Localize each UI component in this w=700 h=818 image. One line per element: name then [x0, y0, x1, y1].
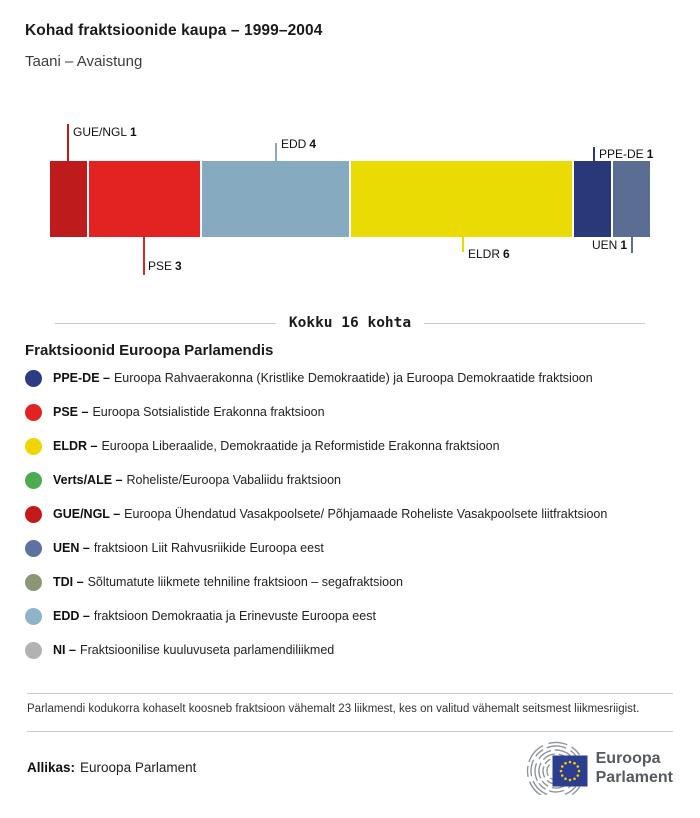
legend-item-tdi: [0, 565, 700, 599]
legend-desc-edd: fraktsioon Demokraatia ja Erinevuste Euroopa eest: [93, 609, 376, 623]
bar-label-uen: [592, 238, 627, 253]
legend-item-ppe-de: [0, 361, 700, 395]
legend-dot-pse: [25, 404, 42, 421]
bar-segment-gue-ngl: [50, 161, 87, 237]
legend-dot-verts-ale: [25, 472, 42, 489]
legend-desc-ni: Fraktsioonilise kuuluvuseta parlamendiliikmed: [79, 643, 335, 657]
legend-item-ni: [0, 633, 700, 667]
bar-segment-edd: [202, 161, 350, 237]
bar-label-pse: [148, 259, 182, 274]
bar-label-gue-ngl-value: 1: [130, 125, 137, 139]
legend-code-eldr: ELDR –: [53, 439, 98, 453]
bar-label-ppe-de: [599, 147, 653, 162]
logo-line1: Euroopa: [595, 749, 661, 767]
total-rule-right: [424, 323, 645, 324]
legend-desc-eldr: Euroopa Liberaalide, Demokraatide ja Reformistide Erakonna fraktsioon: [101, 439, 500, 453]
legend-dot-tdi: [25, 574, 42, 591]
footnote: Parlamendi kodukorra kohaselt koosneb fraktsioon vähemalt 23 liikmest, kes on valitud vähemalt seitsmest liikmesriigist.: [27, 703, 640, 715]
bar-label-ppe-de-name: PPE-DE: [599, 147, 644, 161]
legend-desc-gue-ngl: Euroopa Ühendatud Vasakpoolsete/ Põhjamaade Roheliste Vasakpoolsete liitfraktsioon: [124, 507, 608, 521]
bar-segment-pse: [89, 161, 200, 237]
legend-desc-verts-ale: Roheliste/Euroopa Vabaliidu fraktsioon: [126, 473, 341, 487]
bar-label-edd-name: EDD: [281, 137, 307, 151]
legend-code-verts-ale: Verts/ALE –: [53, 473, 123, 487]
bar-label-pse-name: PSE: [148, 259, 173, 273]
legend-item-pse: [0, 395, 700, 429]
legend-dot-eldr: [25, 438, 42, 455]
bar-segment-eldr: [351, 161, 572, 237]
leader-line-ppe-de: [593, 147, 595, 161]
logo-wordmark: [596, 749, 673, 787]
legend-title: Fraktsioonid Euroopa Parlamendis: [25, 342, 274, 359]
leader-line-eldr: [462, 237, 464, 252]
leader-line-edd: [275, 143, 277, 161]
total-rule-left: [55, 323, 276, 324]
legend-dot-gue-ngl: [25, 506, 42, 523]
seats-bar: [50, 161, 650, 237]
source-value: Euroopa Parlament: [80, 760, 197, 776]
legend-dot-ni: [25, 642, 42, 659]
legend-code-uen: UEN –: [53, 541, 90, 555]
parliament-hemicycle-icon: [514, 741, 592, 795]
leader-line-uen: [631, 237, 633, 253]
bar-segment-ppe-de: [574, 161, 611, 237]
page-subtitle: Taani – Avaistung: [25, 53, 143, 70]
legend-desc-pse: Euroopa Sotsialistide Erakonna fraktsioon: [92, 405, 325, 419]
total-seats-row: [55, 313, 645, 333]
bar-label-eldr: [468, 247, 510, 262]
legend-dot-uen: [25, 540, 42, 557]
legend-desc-tdi: Sõltumatute liikmete tehniline fraktsioon – segafraktsioon: [87, 575, 404, 589]
bar-label-pse-value: 3: [175, 259, 182, 273]
seats-chart: [0, 113, 700, 293]
legend-code-ni: NI –: [53, 643, 76, 657]
bar-label-ppe-de-value: 1: [646, 147, 654, 161]
bar-label-eldr-value: 6: [503, 247, 510, 261]
legend-desc-uen: fraktsioon Liit Rahvusriikide Euroopa eest: [93, 541, 324, 555]
source-label: Allikas:: [27, 760, 76, 776]
bar-label-gue-ngl: [73, 125, 137, 140]
bar-label-uen-name: UEN: [591, 238, 618, 252]
legend-dot-edd: [25, 608, 42, 625]
bar-label-gue-ngl-name: GUE/NGL: [73, 125, 128, 139]
legend-item-eldr: [0, 429, 700, 463]
divider-top: [27, 693, 673, 694]
legend-item-uen: [0, 531, 700, 565]
legend-code-edd: EDD –: [53, 609, 90, 623]
legend-code-gue-ngl: GUE/NGL –: [53, 507, 121, 521]
european-parliament-logo: [514, 741, 673, 795]
eu-flag: [552, 755, 587, 786]
source-line: [27, 760, 196, 775]
legend-code-tdi: TDI –: [53, 575, 84, 589]
legend-code-ppe-de: PPE-DE –: [53, 371, 110, 385]
legend-code-pse: PSE –: [53, 405, 89, 419]
bar-segment-uen: [613, 161, 650, 237]
bar-label-edd-value: 4: [309, 137, 317, 151]
logo-line2: Parlament: [595, 768, 673, 786]
leader-line-pse: [143, 237, 145, 275]
legend-dot-ppe-de: [25, 370, 42, 387]
legend-desc-ppe-de: Euroopa Rahvaerakonna (Kristlike Demokraatide) ja Euroopa Demokraatide fraktsioon: [113, 371, 593, 385]
total-seats-label: Kokku 16 kohta: [288, 315, 412, 331]
legend-item-edd: [0, 599, 700, 633]
divider-bottom: [27, 731, 673, 732]
footer: [0, 740, 700, 796]
legend-item-gue-ngl: [0, 497, 700, 531]
bar-label-eldr-name: ELDR: [468, 247, 501, 261]
bar-label-edd: [281, 137, 316, 152]
leader-line-gue-ngl: [67, 124, 69, 161]
legend-list: [0, 361, 700, 667]
page-title: Kohad fraktsioonide kaupa – 1999–2004: [25, 22, 323, 39]
legend-item-verts-ale: [0, 463, 700, 497]
bar-label-uen-value: 1: [620, 238, 627, 252]
